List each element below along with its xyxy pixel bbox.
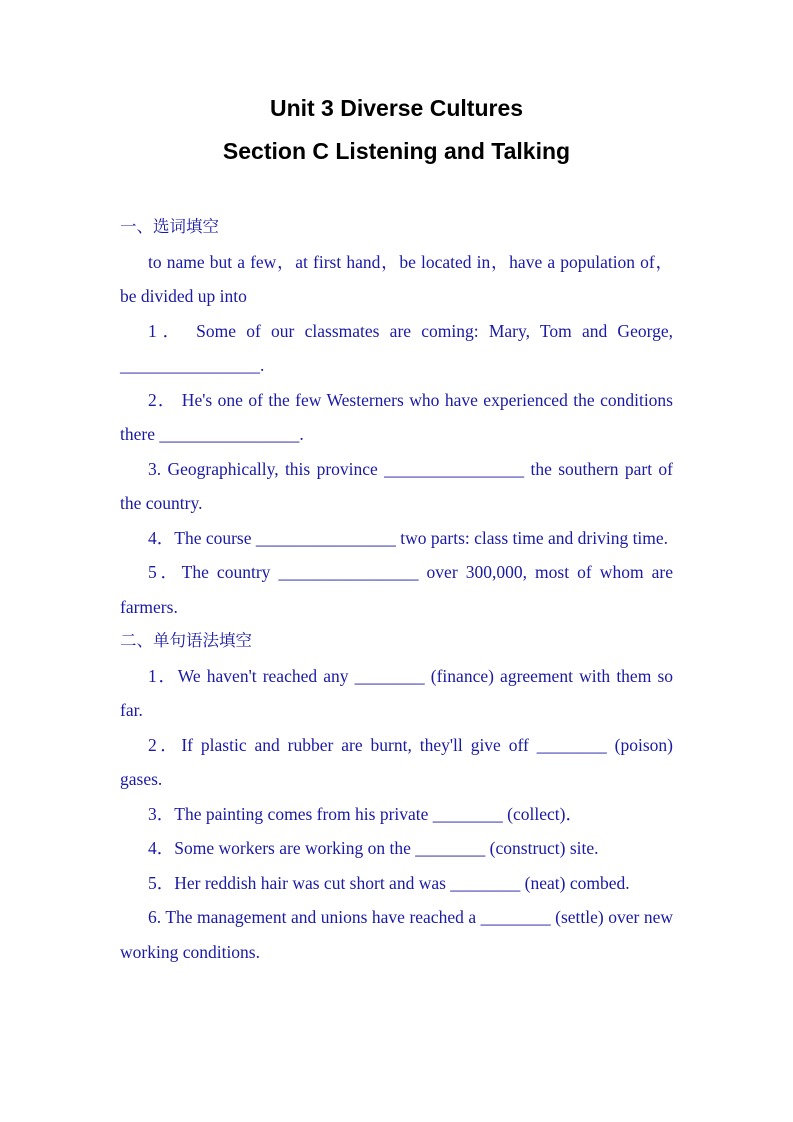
exercise-item: 3. Geographically, this province ________________ the southern part of the country. [120,458,673,513]
exercise-item: 5．Her reddish hair was cut short and was ________ (neat) combed. [148,872,630,893]
exercise-item: 4．Some workers are working on the ________ (construct) site. [148,838,599,858]
word-bank: to name but a few，at first hand，be located in，have a population of，be divided up into [120,251,673,306]
exercise-item: 2． He's one of the few Westerners who have experienced the conditions there ________________. [120,389,673,444]
document-title: Unit 3 Diverse Cultures [269,95,524,121]
exercise-item: 4．The course ________________ two parts: class time and driving time. [148,527,669,548]
document-body [120,210,673,969]
exercise-item: 1． Some of our classmates are coming: Mary, Tom and George, ________________. [120,320,673,375]
exercise-item: 2．If plastic and rubber are burnt, they'll give off ________ (poison) gases. [120,734,673,789]
document-subtitle: Section C Listening and Talking [222,138,571,164]
exercise-item: 1．We haven't reached any ________ (finance) agreement with them so far. [120,665,673,720]
section-heading-vocabulary: 一、选词填空 [120,217,219,236]
exercise-item: 3．The painting comes from his private ________ (collect)． [148,803,583,824]
exercise-item: 6. The management and unions have reached a ________ (settle) over new working conditions. [120,907,673,962]
exercise-item: 5．The country ________________ over 300,000, most of whom are farmers. [120,562,673,617]
section-heading-grammar: 二、单句语法填空 [120,631,252,650]
